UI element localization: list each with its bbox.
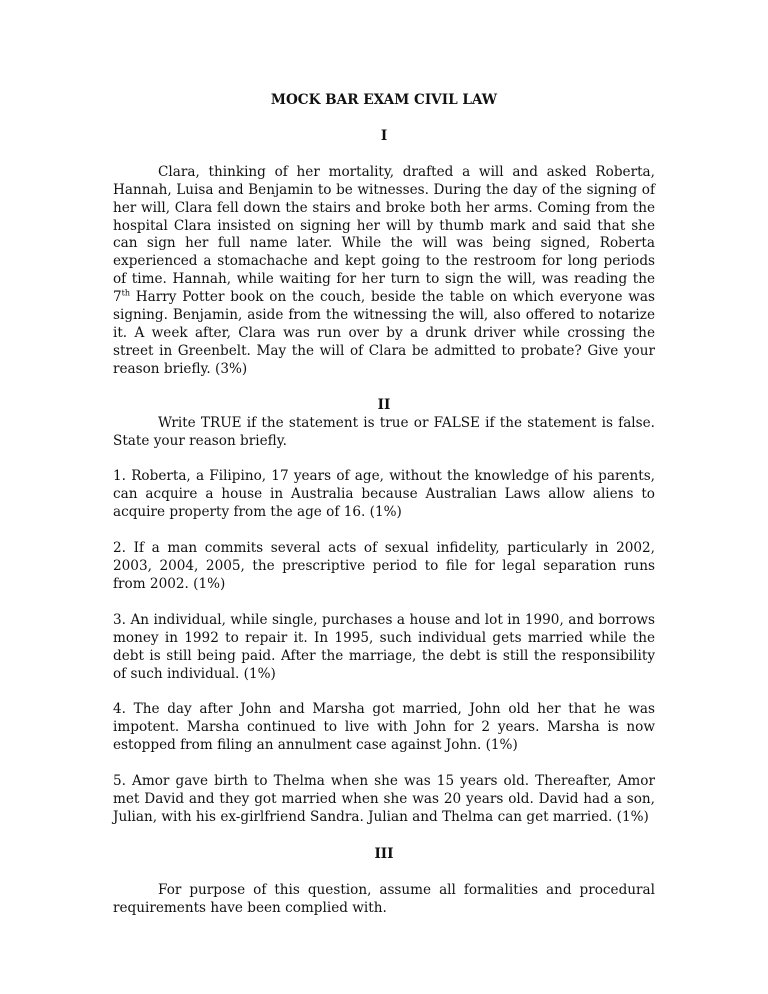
question-item-3: 3. An individual, while single, purchases a house and lot in 1990, and borrows money in 1992 to repair it. In 1995, such individual gets married while the debt is still being paid. After the marriage, the debt is still the responsibility of such individual. (1%)	[113, 611, 655, 682]
section-1-text-b: Harry Potter book on the couch, beside the table on which everyone was signing. Benjamin, aside from the witnessing the will, also offered to notarize it. A week after, Clara was run over by a drunk driver while crossing the street in Greenbelt. May the will of Clara be admitted to probate? Give your reason briefly. (3%)	[113, 289, 655, 377]
section-1-text-a: Clara, thinking of her mortality, drafted a will and asked Roberta, Hannah, Luisa and Benjamin to be witnesses. During the day of the signing of her will, Clara fell down the stairs and broke both her arms. Coming from the hospital Clara insisted on signing her will by thumb mark and said that she can sign her full name later. While the will was being signed, Roberta experienced a stomachache and kept going to the restroom for long periods of time. Hannah, while waiting for her turn to sign the will, was reading the 7	[113, 163, 655, 306]
section-2-intro: Write TRUE if the statement is true or FALSE if the statement is false. State your reason briefly.	[113, 414, 655, 449]
section-2-heading: II	[377, 396, 391, 413]
superscript-th: th	[121, 288, 131, 298]
section-1-heading: I	[380, 127, 388, 144]
section-1-paragraph	[113, 164, 655, 379]
question-item-2: 2. If a man commits several acts of sexual infidelity, particularly in 2002, 2003, 2004, 2005, the prescriptive period to file for legal separation runs from 2002. (1%)	[113, 540, 655, 592]
section-3-heading: III	[374, 845, 394, 862]
question-item-1: 1. Roberta, a Filipino, 17 years of age, without the knowledge of his parents, can acquire a house in Australia because Australian Laws allow aliens to acquire property from the age of 16. (1%)	[113, 468, 655, 521]
section-3-paragraph: For purpose of this question, assume all formalities and procedural requirements have been complied with.	[113, 881, 655, 916]
document-title: MOCK BAR EXAM CIVIL LAW	[270, 92, 498, 108]
question-item-4: 4. The day after John and Marsha got married, John old her that he was impotent. Marsha continued to live with John for 2 years. Marsha is now estopped from filing an annulment case against John. (1%)	[113, 701, 655, 754]
question-item-5: 5. Amor gave birth to Thelma when she was 15 years old. Thereafter, Amor met David and they got married when she was 20 years old. David had a son, Julian, with his ex-girlfriend Sandra. Julian and Thelma can get married. (1%)	[113, 773, 655, 825]
